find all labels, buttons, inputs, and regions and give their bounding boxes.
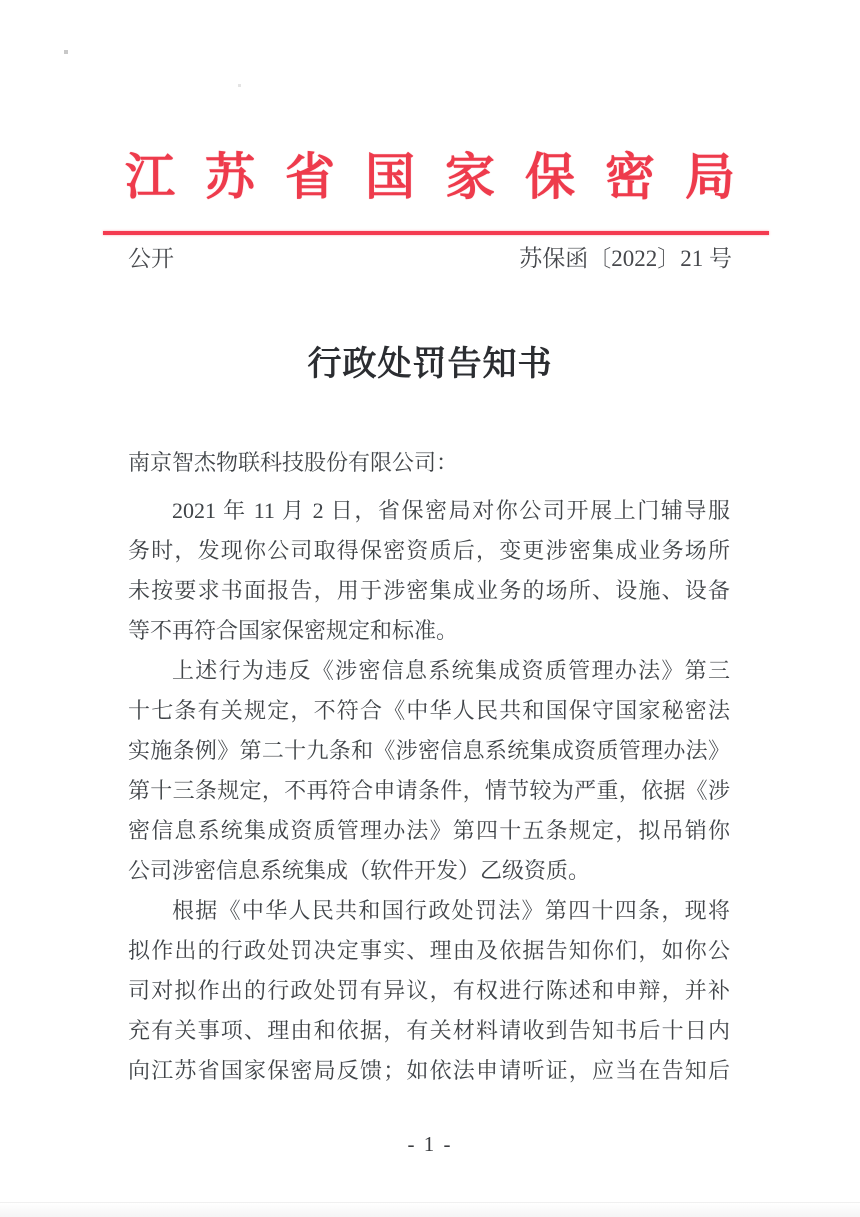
scan-artifact-speck <box>64 50 68 54</box>
body-line: 司对拟作出的行政处罚有异议，有权进行陈述和申辩，并补 <box>128 978 730 1003</box>
body-line: 南京智杰物联科技股份有限公司： <box>128 450 459 475</box>
doc-number: 苏保函〔2022〕21 号 <box>519 246 732 271</box>
body-line: 十七条有关规定，不符合《中华人民共和国保守国家秘密法 <box>128 698 730 723</box>
meta-row <box>128 244 732 274</box>
classification-label: 公开 <box>128 246 174 271</box>
body-line: 务时，发现你公司取得保密资质后，变更涉密集成业务场所 <box>128 538 730 563</box>
body-line: 向江苏省国家保密局反馈；如依法申请听证，应当在告知后 <box>128 1058 730 1083</box>
page-number: - 1 - <box>407 1132 453 1156</box>
body-line: 充有关事项、理由和依据，有关材料请收到告知书后十日内 <box>128 1018 730 1043</box>
body-line: 未按要求书面报告，用于涉密集成业务的场所、设施、设备 <box>128 578 730 603</box>
body-line: 拟作出的行政处罚决定事实、理由及依据告知你们，如你公 <box>128 938 730 963</box>
body-line: 密信息系统集成资质管理办法》第四十五条规定，拟吊销你 <box>128 818 730 843</box>
bottom-page-shade <box>0 1203 860 1217</box>
agency-letterhead-title: 江苏省国家保密局 <box>125 149 765 205</box>
scan-artifact-speck <box>238 84 241 87</box>
document-body <box>128 443 730 1091</box>
body-line: 实施条例》第二十九条和《涉密信息系统集成资质管理办法》 <box>128 738 730 763</box>
letterhead-red-divider <box>103 231 769 235</box>
body-line: 公司涉密信息系统集成（软件开发）乙级资质。 <box>128 858 591 883</box>
body-line: 第十三条规定，不再符合申请条件，情节较为严重，依据《涉 <box>128 778 730 803</box>
document-title: 行政处罚告知书 <box>307 346 553 383</box>
body-line: 2021 年 11 月 2 日，省保密局对你公司开展上门辅导服 <box>172 498 730 523</box>
body-line: 上述行为违反《涉密信息系统集成资质管理办法》第三 <box>172 658 730 683</box>
body-line: 根据《中华人民共和国行政处罚法》第四十四条，现将 <box>172 898 730 923</box>
body-line: 等不再符合国家保密规定和标准。 <box>128 618 459 643</box>
